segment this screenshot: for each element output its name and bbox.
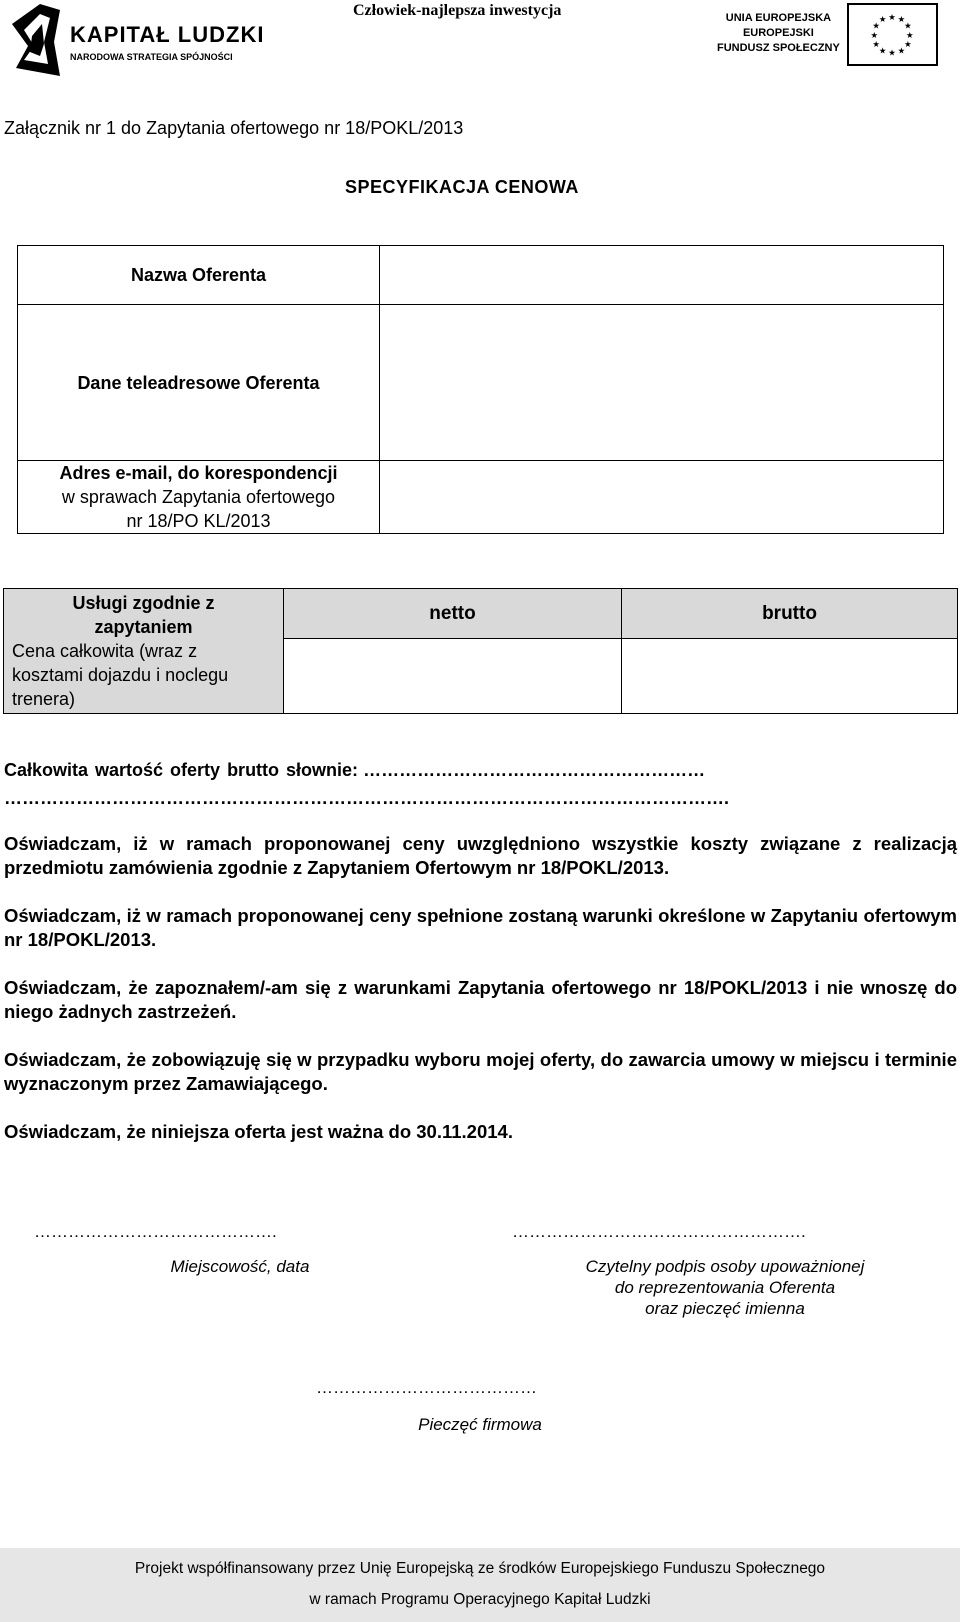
- svg-text:★: ★: [870, 29, 879, 40]
- offerer-email-field[interactable]: [380, 461, 943, 533]
- offerer-contact-row: [18, 304, 943, 460]
- company-stamp-line[interactable]: …………………………………: [316, 1378, 537, 1397]
- offerer-email-row: [18, 460, 943, 533]
- kapital-ludzki-title: KAPITAŁ LUDZKI: [70, 22, 265, 47]
- signature-line[interactable]: …………………………………………….: [512, 1222, 806, 1241]
- offerer-contact-field[interactable]: [380, 305, 943, 460]
- svg-text:★: ★: [888, 47, 896, 58]
- gross-column: [622, 589, 957, 713]
- svg-text:★: ★: [872, 20, 880, 31]
- service-label-cell: [4, 589, 284, 713]
- price-row: [4, 589, 957, 713]
- page-title: SPECYFIKACJA CENOWA: [345, 177, 579, 197]
- email-label-line-2: w sprawach Zapytania ofertowego: [61, 487, 336, 507]
- eu-line-3: FUNDUSZ SPOŁECZNY: [717, 42, 840, 54]
- svg-text:★: ★: [897, 13, 906, 24]
- svg-text:★: ★: [878, 45, 887, 56]
- total-in-words-dots-2[interactable]: ………………………………………………………………………………………………………….: [4, 788, 730, 808]
- svg-text:★: ★: [897, 45, 906, 56]
- signature-caption-line-1: Czytelny podpis osoby upoważnionej: [585, 1257, 865, 1276]
- net-header: netto: [284, 589, 621, 639]
- signature-caption: [540, 1256, 910, 1319]
- gross-price-field[interactable]: [622, 639, 957, 713]
- total-in-words-dots-1[interactable]: …………………………………………………: [363, 760, 706, 780]
- net-column: [284, 589, 622, 713]
- footer-line-1: Projekt współfinansowany przez Unię Europejską ze środków Europejskiego Funduszu Społecznego: [134, 1560, 826, 1577]
- company-stamp-caption: Pieczęć firmowa: [418, 1415, 542, 1434]
- header-tagline: Człowiek-najlepsza inwestycja: [353, 2, 562, 19]
- kapital-ludzki-subtitle: NARODOWA STRATEGIA SPÓJNOŚCI: [70, 52, 233, 62]
- net-price-field[interactable]: [284, 639, 621, 713]
- statement-2: Oświadczam, iż w ramach proponowanej ceny spełnione zostaną warunki określone w Zapytaniu ofertowym nr 18/POKL/2013.: [4, 905, 957, 950]
- statement-5: Oświadczam, że niniejsza oferta jest ważna do 30.11.2014.: [4, 1121, 513, 1142]
- total-in-words-label: Całkowita wartość oferty brutto słownie:: [4, 760, 359, 780]
- email-label-line-3: nr 18/PO KL/2013: [126, 511, 271, 531]
- svg-text:★: ★: [872, 39, 880, 50]
- eu-line-2: EUROPEJSKI: [742, 27, 814, 39]
- service-label-line-1: Usługi zgodnie z: [72, 593, 215, 613]
- offerer-table: [17, 245, 944, 534]
- svg-text:★: ★: [906, 29, 914, 40]
- signature-caption-line-2: do reprezentowania Oferenta: [614, 1278, 836, 1297]
- offerer-email-label: [18, 461, 380, 533]
- eu-fund-text: [717, 11, 840, 56]
- svg-text:★: ★: [878, 13, 887, 24]
- annex-line: Załącznik nr 1 do Zapytania ofertowego nr 18/POKL/2013: [4, 118, 464, 138]
- statement-3: Oświadczam, że zapoznałem/-am się z warunkami Zapytania ofertowego nr 18/POKL/2013 i nie wnoszę do niego żadnych zastrzeżeń.: [4, 977, 957, 1022]
- signature-caption-line-3: oraz pieczęć imienna: [645, 1299, 805, 1318]
- svg-text:★: ★: [904, 39, 912, 50]
- email-label-line-1: Adres e-mail, do korespondencji: [59, 463, 338, 483]
- service-desc-line-2: kosztami dojazdu i noclegu: [12, 665, 229, 685]
- service-desc-line-1: Cena całkowita (wraz z: [12, 641, 198, 661]
- offerer-name-label: Nazwa Oferenta: [18, 246, 380, 304]
- service-label-line-2: zapytaniem: [94, 617, 193, 637]
- offerer-contact-label: Dane teleadresowe Oferenta: [18, 305, 380, 460]
- statement-4: Oświadczam, że zobowiązuję się w przypadku wyboru mojej oferty, do zawarcia umowy w miejscu i terminie wyznaczonym przez Zamawiającego.: [4, 1049, 957, 1094]
- service-desc-line-3: trenera): [12, 689, 76, 709]
- eu-flag-icon: [847, 3, 938, 66]
- total-in-words: [4, 760, 705, 781]
- place-date-caption: Miejscowość, data: [170, 1257, 310, 1276]
- svg-text:★: ★: [904, 20, 912, 31]
- price-table: [3, 588, 958, 714]
- svg-text:★: ★: [888, 11, 896, 22]
- footer-line-2: w ramach Programu Operacyjnego Kapitał Ludzki: [309, 1591, 651, 1608]
- kapital-ludzki-logo: [10, 2, 265, 78]
- kapital-ludzki-emblem-icon: [10, 2, 62, 78]
- offerer-name-field[interactable]: [380, 246, 943, 304]
- offerer-name-row: [18, 246, 943, 304]
- footer: [0, 1548, 960, 1622]
- eu-line-1: UNIA EUROPEJSKA: [725, 12, 832, 24]
- statement-1: Oświadczam, iż w ramach proponowanej ceny uwzględniono wszystkie koszty związane z realizacją przedmiotu zamówienia zgodnie z Zapytaniem Ofertowym nr 18/POKL/2013.: [4, 833, 957, 878]
- gross-header: brutto: [622, 589, 957, 639]
- place-date-line[interactable]: …………………………………….: [34, 1222, 277, 1241]
